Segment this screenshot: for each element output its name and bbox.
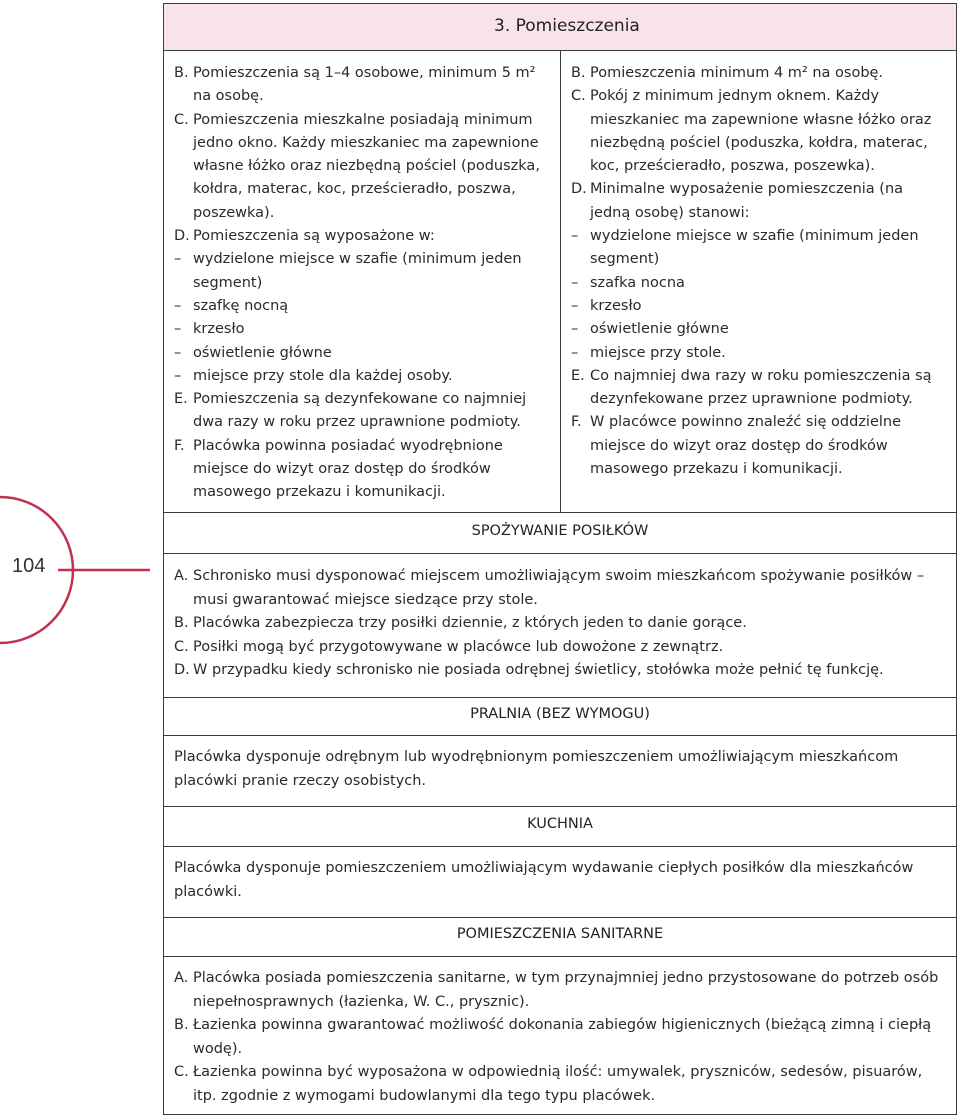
- list-item: E. Pomieszczenia są dezynfekowane co najmniej dwa razy w roku przez uprawnione podmioty.: [174, 391, 527, 431]
- list-item: C. Pokój z minimum jednym oknem. Każdy mieszkaniec ma zapewnione własne łóżko oraz niezbędną pościel (poduszka, kołdra, materac, koc, prześcieradło, poszwa, poszewka).: [571, 88, 932, 175]
- laundry-body: [174, 746, 944, 793]
- section-title: 3. Pomieszczenia: [494, 16, 640, 36]
- list-item: C. Pomieszczenia mieszkalne posiadają minimum jedno okno. Każdy mieszkaniec ma zapewnione własne łóżko oraz niezbędną pościel (poduszka, kołdra, materac, koc, prześcieradło, poszwa, poszewka).: [174, 111, 540, 221]
- row-divider: [164, 553, 956, 554]
- list-item: A. Schronisko musi dysponować miejscem umożliwiającym swoim mieszkańcom spożywanie posiłków – musi gwarantować miejsce siedzące przy stole.: [174, 568, 925, 608]
- list-item: C. Posiłki mogą być przygotowywane w placówce lub dowożone z zewnątrz.: [174, 638, 724, 655]
- page-number: 104: [12, 555, 46, 577]
- list-item: – miejsce przy stole dla każdej osoby.: [174, 367, 453, 384]
- sanitary-title: POMIESZCZENIA SANITARNE: [456, 926, 664, 942]
- list-item: D. Minimalne wyposażenie pomieszczenia (na jedną osobę) stanowi:: [571, 181, 904, 221]
- list-item: B. Łazienka powinna gwarantować możliwość dokonania zabiegów higienicznych (bieżącą zimną i ciepłą wodę).: [174, 1017, 932, 1057]
- kitchen-title: KUCHNIA: [527, 816, 593, 832]
- list-item: – wydzielone miejsce w szafie (minimum jeden segment): [174, 251, 522, 291]
- laundry-text: Placówka dysponuje odrębnym lub wyodrębnionym pomieszczeniem umożliwiającym mieszkańcom placówki pranie rzeczy osobistych.: [174, 749, 899, 789]
- list-item: – miejsce przy stole.: [571, 344, 726, 361]
- row-divider: [164, 846, 956, 847]
- list-item: B. Pomieszczenia są 1–4 osobowe, minimum 5 m² na osobę.: [174, 65, 536, 105]
- list-item: F. W placówce powinno znaleźć się oddzielne miejsce do wizyt oraz dostęp do środków masowego przekazu i komunikacji.: [571, 414, 902, 478]
- list-item: – szafkę nocną: [174, 297, 289, 314]
- list-item: B. Placówka zabezpiecza trzy posiłki dziennie, z których jeden to danie gorące.: [174, 615, 747, 631]
- requirements-table: [163, 3, 957, 1115]
- meals-body: [174, 565, 944, 683]
- list-item: E. Co najmniej dwa razy w roku pomieszczenia są dezynfekowane przez uprawnione podmioty.: [571, 367, 932, 408]
- list-item: – oświetlenie główne: [571, 321, 729, 338]
- left-column: [164, 50, 561, 512]
- list-item: D. Pomieszczenia są wyposażone w:: [174, 228, 435, 245]
- list-item: – oświetlenie główne: [174, 344, 332, 361]
- list-item: – krzesło: [571, 297, 642, 314]
- row-divider: [164, 956, 956, 957]
- kitchen-body: [174, 857, 944, 904]
- list-item: F. Placówka powinna posiadać wyodrębnione miejsce do wizyt oraz dostęp do środków masowego przekazu i komunikacji.: [174, 437, 503, 501]
- kitchen-text: Placówka dysponuje pomieszczeniem umożliwiającym wydawanie ciepłych posiłków dla mieszkańców placówki.: [174, 860, 914, 900]
- laundry-title: PRALNIA (BEZ WYMOGU): [470, 706, 650, 722]
- row-divider: [164, 512, 956, 513]
- list-item: C. Łazienka powinna być wyposażona w odpowiednią ilość: umywalek, pryszniców, sedesów, pisuarów, itp. zgodnie z wymogami budowlanymi dla tego typu placówek.: [174, 1064, 923, 1104]
- row-divider: [164, 806, 956, 807]
- sanitary-body: [174, 967, 944, 1108]
- row-divider: [164, 735, 956, 736]
- meals-title: SPOŻYWANIE POSIŁKÓW: [471, 523, 649, 539]
- list-item: – szafka nocna: [571, 274, 685, 291]
- list-item: B. Pomieszczenia minimum 4 m² na osobę.: [571, 65, 884, 81]
- row-divider: [164, 697, 956, 698]
- list-item: – wydzielone miejsce w szafie (minimum jeden segment): [571, 228, 919, 268]
- right-column: [561, 50, 956, 512]
- list-item: – krzesło: [174, 321, 245, 338]
- section-header: [164, 4, 956, 51]
- row-divider: [164, 917, 956, 918]
- list-item: A. Placówka posiada pomieszczenia sanitarne, w tym przynajmniej jedno przystosowane do potrzeb osób niepełnosprawnych (łazienka, W. C., prysznic).: [174, 970, 939, 1010]
- list-item: D. W przypadku kiedy schronisko nie posiada odrębnej świetlicy, stołówka może pełnić tę funkcję.: [174, 662, 884, 678]
